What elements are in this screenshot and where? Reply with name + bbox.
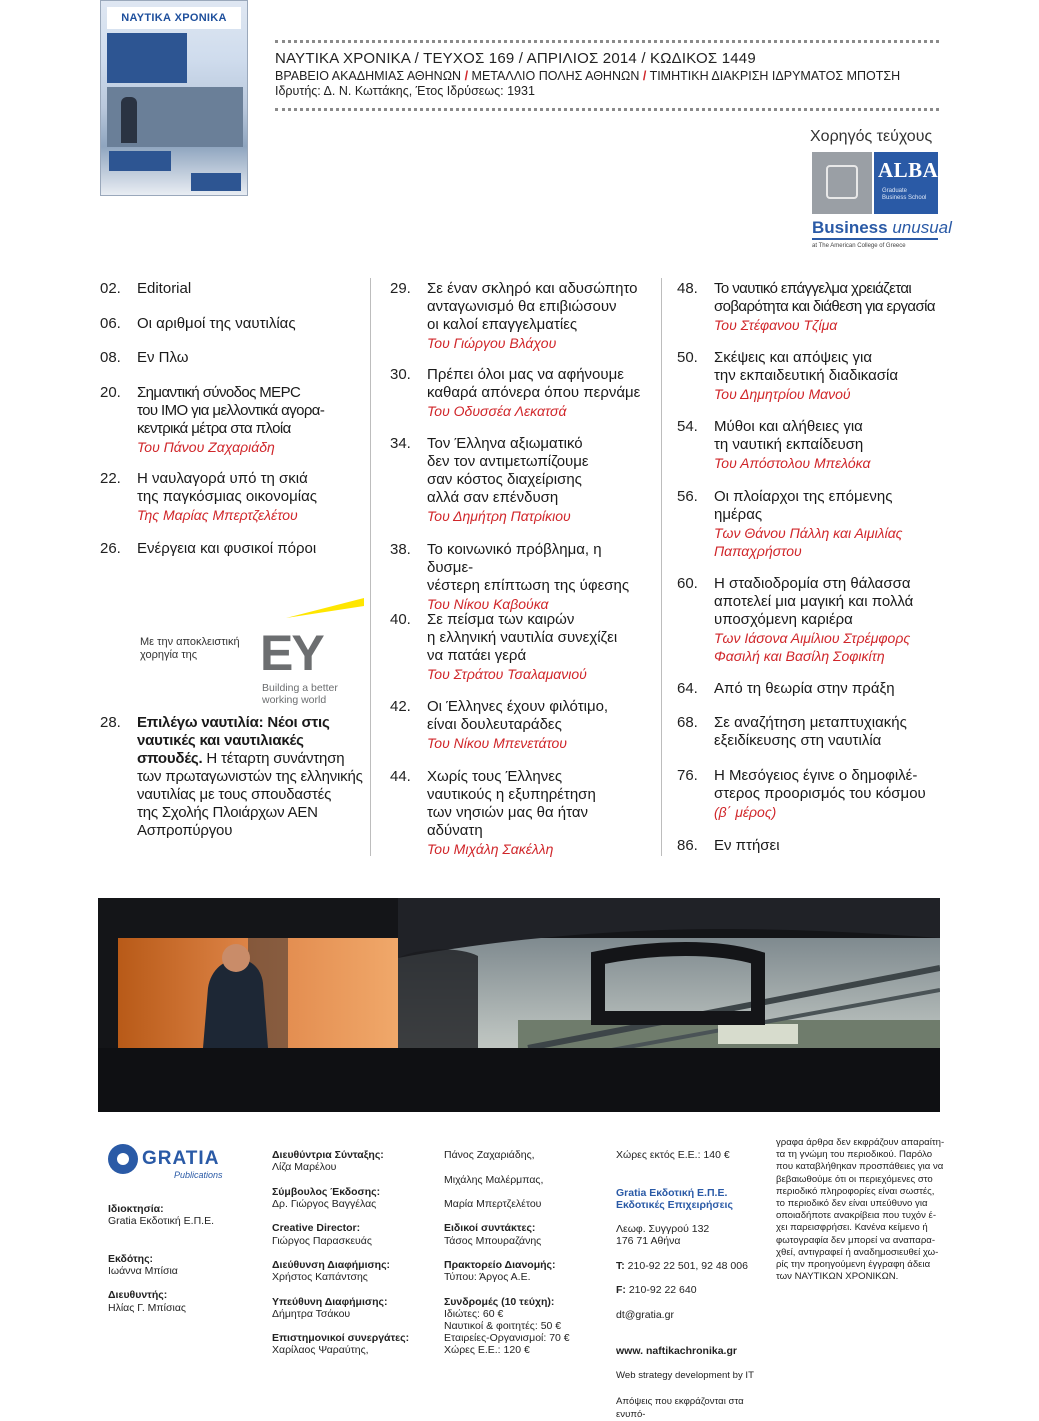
ey-beam-icon [286,598,364,618]
toc-page-number: 28. [100,714,121,731]
toc-title: Εν πτήσει [714,837,780,854]
toc-author: (β΄ μέρος) [714,804,777,820]
imprint-editorial [272,1137,432,1357]
issue-title: ΝΑΥΤΙΚΑ ΧΡΟΝΙΚΑ / ΤΕΥΧΟΣ 169 / ΑΠΡΙΛΙΟΣ 2014 / ΚΩΔΙΚΟΣ 1449 [275,50,756,67]
toc-page-number: 38. [390,541,411,558]
toc-author: Του Πάνου Ζαχαριάδη [137,439,275,455]
phone-label: Τ: [616,1259,625,1272]
toc-author: Των Ιάσονα Αιμίλιου Στρέμφορς Φασιλή και Βασίλη Σοφικίτη [714,630,911,664]
imprint-ownership [108,1191,258,1326]
slogan-business: Business [812,218,888,237]
toc-entry[interactable] [390,435,650,525]
toc-entry[interactable] [390,698,650,752]
toc-author: Του Νίκου Καβούκα [427,596,549,612]
seal-icon [826,165,858,199]
toc-page-number: 22. [100,470,121,487]
founder-line: Ιδρυτής: Δ. Ν. Κωττάκης, Έτος Ιδρύσεως: 1931 [275,84,535,98]
toc-title: Πρέπει όλοι μας να αφήνουμε καθαρά απόνερα όπου περνάμε [427,366,641,401]
toc-title: Η Μεσόγειος έγινε ο δημοφιλέ- στερος προορισμός του κόσμου [714,767,926,802]
imprint-value: Χρήστος Καπάντσης [272,1271,368,1284]
toc-entry[interactable] [677,714,939,750]
imprint-value: Χαρίλαος Ψαραύτης, [272,1344,369,1357]
imprint-label: Διευθυντής: [108,1289,168,1302]
imprint-row [108,1203,258,1227]
toc-page-number: 42. [390,698,411,715]
toc-title: Η ναυλαγορά υπό τη σκιά της παγκόσμιας οικονομίας [137,470,317,505]
toc-title: Χωρίς τους Έλληνες ναυτικούς η εξυπηρέτηση των νησιών μας θα ήταν αδύνατη [427,768,596,839]
toc-title: Το ναυτικό επάγγελμα χρειάζεται σοβαρότητα και διάθεση για εργασία [714,280,935,315]
toc-page-number: 60. [677,575,698,592]
toc-author: Του Στέφανου Τζίμα [714,317,838,333]
toc-page-number: 06. [100,315,121,332]
toc-entry[interactable] [390,366,650,420]
toc-author: Του Γιώργου Βλάχου [427,335,557,351]
imprint-row [108,1253,258,1277]
toc-entry[interactable] [100,349,360,367]
imprint-value: Γιώργος Παρασκευάς [272,1234,372,1247]
imprint-label: Συνδρομές (10 τεύχη): [444,1295,555,1308]
alba-subtitle: Graduate Business School [882,188,927,201]
imprint-label: Σύμβουλος Έκδοσης: [272,1185,381,1198]
phone-value: 210-92 22 501, 92 48 006 [624,1259,748,1272]
web-strategy-credit: Web strategy development by IT [616,1370,754,1382]
imprint-contact [616,1137,764,1421]
imprint-label: Ιδιοκτησία: [108,1203,164,1216]
gratia-publications: Publications [174,1170,223,1180]
toc-title: Σε αναζήτηση μεταπτυχιακής εξειδίκευσης στη ναυτιλία [714,714,907,749]
toc-entry[interactable] [677,349,939,403]
toc-author: Του Δημητρίου Μανού [714,386,851,402]
contributor-name: Πάνος Ζαχαριάδης, [444,1149,535,1162]
ey-sponsorship-note: Με την αποκλειστική χορηγία της [140,636,240,661]
imprint-contributors [444,1137,604,1357]
toc-page-number: 76. [677,767,698,784]
toc-entry[interactable] [677,680,939,698]
column-divider [370,278,371,856]
toc-page-number: 56. [677,488,698,505]
imprint-value: Δρ. Γιώργος Βαγγέλας [272,1198,377,1211]
toc-author: Του Νίκου Μπενετάτου [427,735,567,751]
photo-illustration [98,898,940,1112]
subscription-non-eu: Χώρες εκτός Ε.Ε.: 140 € [616,1149,730,1162]
dotted-divider [275,40,939,43]
toc-page-number: 50. [677,349,698,366]
gratia-wordmark: GRATIA [142,1148,220,1169]
bridge-simulator-photo [98,898,940,1112]
ey-letters: EY [260,625,323,681]
column-divider [661,278,662,856]
separator: / [642,69,647,83]
toc-entry[interactable] [677,488,939,560]
toc-title: Από τη θεωρία στην πράξη [714,680,895,697]
website-link[interactable]: www. naftikachronika.gr [616,1345,737,1358]
alba-logo[interactable] [812,152,952,256]
toc-page-number: 26. [100,540,121,557]
imprint-value: Ιδιώτες: 60 € Ναυτικοί & φοιτητές: 50 € Εταιρείες-Οργανισμοί: 70 € Χώρες Ε.Ε.: 120 € [444,1307,570,1357]
toc-entry-featured[interactable] [100,714,368,840]
toc-entry[interactable] [100,470,360,524]
alba-emblem [812,152,872,214]
ey-tagline: Building a better working world [262,682,338,706]
gratia-logo[interactable] [108,1144,238,1184]
toc-entry[interactable] [100,384,360,456]
toc-entry[interactable] [390,280,650,352]
toc-title: Ενέργεια και φυσικοί πόροι [137,540,317,557]
toc-title: Εν Πλω [137,349,189,366]
toc-title: Η σταδιοδρομία στη θάλασσα αποτελεί μια μαγική και πολλά υποσχόμενη καριέρα [714,575,914,628]
fax-label: F: [616,1284,626,1297]
disclaimer-text: γραφα άρθρα δεν εκφράζουν απαραίτη- τα τη γνώμη του περιοδικού. Παρόλο που καταβλήθηκαν προσπάθειες για να βεβαιωθούμε ότι οι περιεχόμενες στο περιοδικό πληροφορίες είναι σωστές, το περιοδικό δεν είναι υπεύθυνο για οποιαδήποτε ανακρίβεια που τυχόν έ- χει παρεισφρήσει. Κανένα κείμενο ή φωτογραφία δεν μπορεί να αναπαρα- χθεί, αντιγραφεί ή αναδημοσιευθεί χω- ρίς την προηγούμενη έγγραφη άδεια των ΝΑΥΤΙΚΩΝ ΧΡΟΝΙΚΩΝ. [776,1137,945,1283]
cover-block [109,151,171,171]
fax-value: 210-92 22 640 [625,1284,697,1297]
magazine-cover-thumbnail[interactable] [100,0,248,196]
separator: / [464,69,469,83]
toc-author: Της Μαρίας Μπερτζελέτου [137,507,298,523]
toc-entry[interactable] [677,575,939,665]
ey-logo[interactable] [260,598,368,708]
toc-page-number: 68. [677,714,698,731]
toc-title: Σε έναν σκληρό και αδυσώπητο ανταγωνισμό θα επιβιώσουν οι καλοί επαγγελματίες [427,280,638,333]
divider [812,238,938,240]
imprint-row [108,1289,258,1313]
dotted-divider [275,108,939,111]
toc-page-number: 40. [390,611,411,628]
slogan-unusual: unusual [892,218,952,237]
email-link[interactable]: dt@gratia.gr [616,1308,674,1321]
toc-title: Οι Έλληνες έχουν φιλότιμο, είναι δουλευταράδες [427,698,609,733]
contributor-name: Μαρία Μπερτζελέτου [444,1198,542,1211]
cover-figure [121,97,137,143]
awards-line [275,69,900,83]
award-text: ΤΙΜΗΤΙΚΗ ΔΙΑΚΡΙΣΗ ΙΔΡΥΜΑΤΟΣ ΜΠΟΤΣΗ [649,69,901,83]
business-unusual-slogan [812,218,952,238]
toc-author: Του Δημήτρη Πατρίκιου [427,508,571,524]
toc-title: Οι αριθμοί της ναυτιλίας [137,315,296,332]
toc-author: Του Απόστολου Μπελόκα [714,455,871,471]
toc-page-number: 44. [390,768,411,785]
publisher-name: Gratia Εκδοτική Ε.Π.Ε. Εκδοτικές Επιχειρήσεις [616,1186,733,1211]
toc-page-number: 20. [100,384,121,401]
toc-entry[interactable] [677,837,939,855]
toc-page-number: 34. [390,435,411,452]
imprint-label: Υπεύθυνη Διαφήμισης: [272,1295,388,1308]
imprint-value: Δήμητρα Τσάκου [272,1307,351,1320]
toc-page-number: 86. [677,837,698,854]
featured-title: Επιλέγω ναυτιλία: Νέοι στις ναυτικές και ναυτιλιακές σπουδές. [137,714,330,767]
toc-title: Μύθοι και αλήθειες για τη ναυτική εκπαίδευση [714,418,864,453]
imprint-label: Διεύθυνση Διαφήμισης: [272,1259,391,1272]
toc-entry[interactable] [100,280,360,298]
cover-masthead: ΝΑΥΤΙΚΑ ΧΡΟΝΙΚΑ [107,7,241,29]
toc-title: Το κοινωνικό πρόβλημα, η δυσμε- νέστερη επίπτωση της ύφεσης [427,541,630,594]
toc-page-number: 08. [100,349,121,366]
toc-entry[interactable] [100,540,360,558]
toc-page-number: 29. [390,280,411,297]
toc-page-number: 48. [677,280,698,297]
toc-entry[interactable] [390,541,650,613]
imprint-label: Επιστημονικοί συνεργάτες: [272,1332,410,1345]
toc-entry[interactable] [677,418,939,472]
toc-title: Σημαντική σύνοδος ΜΕΡC του ΙΜΟ για μελλοντικά αγορα- κεντρικά μέτρα στα πλοία [137,384,325,437]
imprint-value: Ιωάννα Μπίσια [108,1265,178,1278]
toc-page-number: 30. [390,366,411,383]
imprint-label: Ειδικοί συντάκτες: [444,1222,536,1235]
publisher-address: Λεωφ. Συγγρού 132 176 71 Αθήνα [616,1223,710,1248]
alba-wordmark [874,152,938,214]
college-line: at The American College of Greece [812,243,906,249]
imprint-value: Ηλίας Γ. Μπίσιας [108,1301,186,1314]
gratia-emblem-icon [108,1144,138,1174]
toc-author: Των Θάνου Πάλλη και Αιμιλίας Παπαχρήστου [714,525,903,559]
imprint-value: Λίζα Μαρέλου [272,1161,337,1174]
toc-entry[interactable] [390,611,650,683]
toc-entry[interactable] [100,315,360,333]
imprint-value: Τύπου: Άργος Α.Ε. [444,1271,531,1284]
toc-title: Οι πλοίαρχοι της επόμενης ημέρας [714,488,893,523]
toc-title: Τον Έλληνα αξιωματικό δεν τον αντιμετωπίζουμε σαν κόστος διαχείρισης αλλά σαν επένδυση [427,435,589,506]
imprint-label: Εκδότης: [108,1252,154,1265]
imprint-value: Τάσος Μπουραζάνης [444,1234,542,1247]
cover-block [191,173,241,191]
toc-title: Editorial [137,280,192,297]
issue-sponsor-label: Χορηγός τεύχους [810,128,933,145]
cover-headline-block [107,33,187,83]
toc-author: Του Στράτου Τσαλαμανιού [427,666,587,682]
award-text: ΒΡΑΒΕΙΟ ΑΚΑΔΗΜΙΑΣ ΑΘΗΝΩΝ [275,69,462,83]
imprint-label: Διευθύντρια Σύνταξης: [272,1149,384,1162]
award-text: ΜΕΤΑΛΛΙΟ ΠΟΛΗΣ ΑΘΗΝΩΝ [471,69,640,83]
toc-entry[interactable] [677,280,939,334]
imprint-value: Gratia Εκδοτική Ε.Π.Ε. [108,1215,214,1228]
toc-entry[interactable] [677,767,939,821]
alba-word: ALBA [878,158,939,182]
toc-entry[interactable] [390,768,650,858]
toc-author: Του Οδυσσέα Λεκατσά [427,403,567,419]
imprint-label: Creative Director: [272,1222,361,1235]
toc-author: Του Μιχάλη Σακέλλη [427,841,554,857]
disclaimer-start: Απόψεις που εκφράζονται στα ενυπό- [616,1395,744,1421]
toc-page-number: 64. [677,680,698,697]
toc-page-number: 54. [677,418,698,435]
toc-title: Σε πείσμα των καιρών η ελληνική ναυτιλία συνεχίζει να πατάει γερά [427,611,618,664]
toc-title: Σκέψεις και απόψεις για την εκπαιδευτική διαδικασία [714,349,899,384]
toc-page-number: 02. [100,280,121,297]
toc-title [137,714,368,840]
contributor-name: Μιχάλης Μαλέρμπας, [444,1173,544,1186]
featured-description: Η τέταρτη συνάντηση των πρωταγωνιστών της ελληνικής ναυτιλίας με τους σπουδαστές της Σχολής Πλοιάρχων ΑΕΝ Ασπροπύργου [137,750,363,839]
imprint-label: Πρακτορείο Διανομής: [444,1259,556,1272]
